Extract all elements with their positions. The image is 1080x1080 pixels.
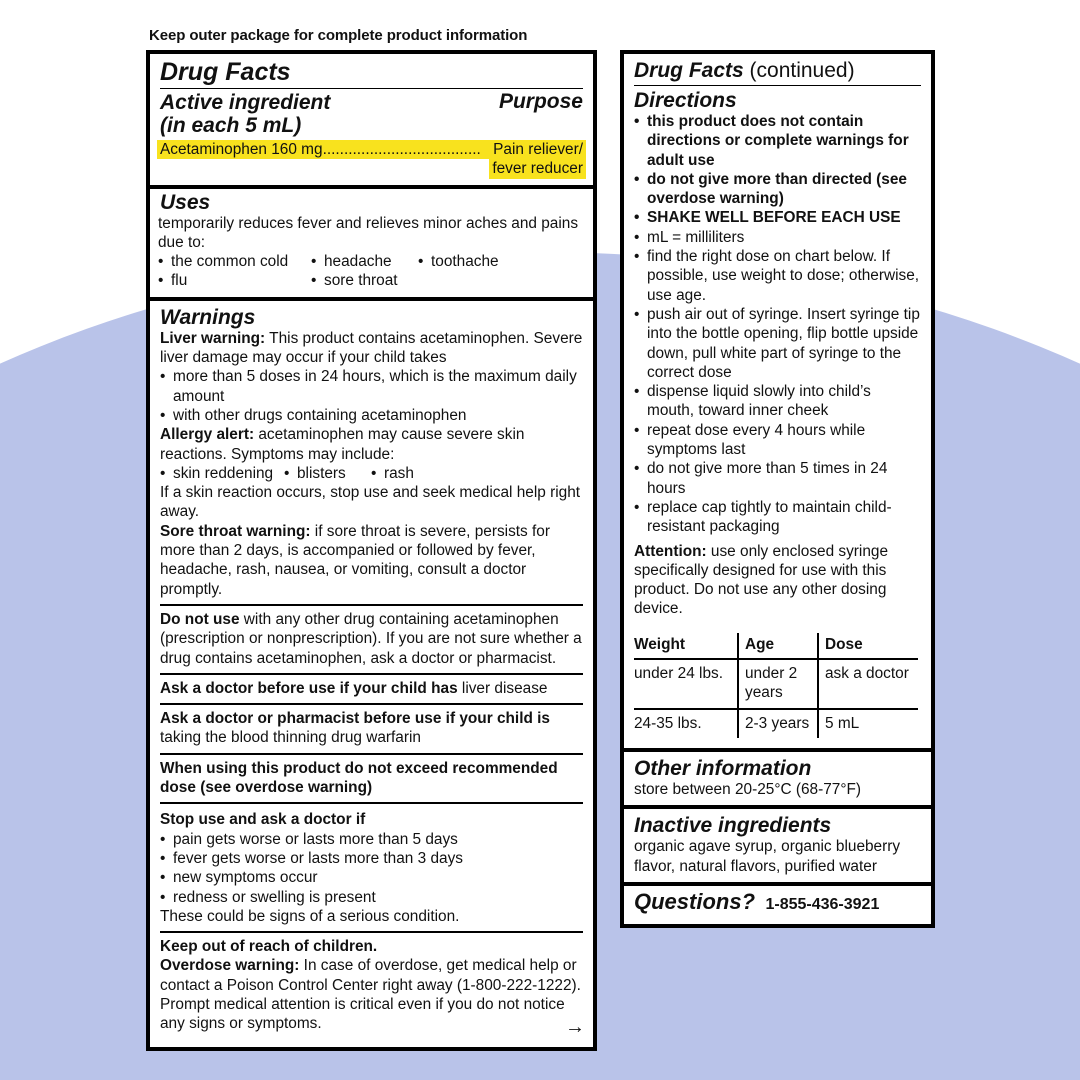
table-cell: under 2 years: [738, 659, 818, 709]
direction-item: • find the right dose on chart below. If possible, use weight to dose; otherwise, use age.: [634, 247, 921, 305]
sore-throat-label: Sore throat warning:: [160, 522, 311, 540]
warnings-section: [150, 301, 593, 1038]
drug-facts-panel: [146, 50, 597, 1051]
sore-throat-text: if sore throat is severe, persists for more than 2 days, is accompanied or followed by fever, headache, rash, nausea, or vomiting, consult a doctor promptly.: [160, 522, 550, 598]
stop-use-item: • new symptoms occur: [160, 868, 583, 887]
table-cell: 24-35 lbs.: [634, 714, 702, 732]
continued-title: Drug Facts: [634, 59, 744, 82]
stop-use-item: • redness or swelling is present: [160, 888, 583, 907]
questions-phone: 1-855-436-3921: [765, 895, 880, 913]
questions-label: Questions?: [634, 888, 756, 914]
drug-facts-title: Drug Facts: [160, 59, 583, 89]
stop-use-heading: Stop use and ask a doctor if: [160, 811, 366, 829]
drug-facts-continued-panel: [620, 50, 935, 928]
use-item: • toothache: [418, 252, 583, 271]
use-item: • sore throat: [311, 271, 418, 290]
other-information-text: store between 20-25°C (68-77°F): [634, 780, 862, 798]
direction-item: • replace cap tightly to maintain child-resistant packaging: [634, 498, 921, 537]
direction-item: • this product does not contain directions or complete warnings for adult use: [634, 112, 921, 170]
liver-warning-item: • more than 5 doses in 24 hours, which is the maximum daily amount: [160, 367, 583, 406]
continue-arrow-icon: →: [565, 1016, 585, 1039]
attention-text: use only enclosed syringe specifically designed for use with this product. Do not use any other dosing device.: [634, 542, 889, 618]
table-cell: 2-3 years: [738, 709, 818, 738]
warnings-heading: Warnings: [160, 305, 256, 329]
direction-item: • SHAKE WELL BEFORE EACH USE: [634, 208, 921, 227]
do-not-use-label: Do not use: [160, 610, 240, 628]
stop-use-footer: These could be signs of a serious condition.: [160, 907, 460, 925]
direction-item: • push air out of syringe. Insert syringe tip into the bottle opening, flip bottle upside down, pull white part of syringe to the correct dose: [634, 305, 921, 382]
direction-item: • do not give more than directed (see overdose warning): [634, 170, 921, 209]
stop-use-item: • fever gets worse or lasts more than 3 days: [160, 849, 583, 868]
allergy-item: • blisters: [284, 464, 371, 483]
active-ingredient-line: Acetaminophen 160 mg.....................................: [160, 141, 481, 158]
table-header-age: Age: [738, 633, 818, 659]
dosing-table: [634, 633, 918, 738]
allergy-alert-label: Allergy alert:: [160, 426, 255, 444]
liver-warning-text: This product contains acetaminophen. Severe liver damage may occur if your child takes: [160, 329, 583, 367]
allergy-item: • skin reddening: [160, 464, 284, 483]
header-note: Keep outer package for complete product information: [149, 27, 528, 44]
overdose-label: Overdose warning:: [160, 957, 300, 975]
purpose-line-1: Pain reliever/: [493, 141, 583, 158]
active-ingredient-heading: Active ingredient (in each 5 mL): [160, 91, 331, 137]
stop-use-item: • pain gets worse or lasts more than 5 days: [160, 830, 583, 849]
table-row: [634, 659, 918, 709]
keep-out-text: Keep out of reach of children.: [160, 938, 378, 956]
uses-text: temporarily reduces fever and relieves minor aches and pains due to:: [158, 214, 579, 251]
liver-warning-label: Liver warning:: [160, 329, 266, 347]
uses-section: [150, 189, 593, 301]
directions-heading: Directions: [634, 89, 737, 112]
ask-pharmacist-label: Ask a doctor or pharmacist before use if your child is: [160, 710, 550, 728]
inactive-ingredients-text: organic agave syrup, organic blueberry flavor, natural flavors, purified water: [634, 838, 901, 875]
questions-section: [624, 886, 931, 918]
ask-pharmacist-text: taking the blood thinning drug warfarin: [160, 729, 421, 747]
when-using-text: When using this product do not exceed recommended dose (see overdose warning): [160, 753, 583, 798]
ask-doctor-label: Ask a doctor before use if your child has: [160, 679, 458, 697]
table-header-dose: Dose: [818, 633, 918, 659]
ask-doctor-text: liver disease: [457, 679, 548, 697]
active-ingredient-section: [150, 54, 593, 189]
use-item: • flu: [158, 271, 311, 290]
inactive-ingredients-section: [624, 809, 931, 886]
purpose-line-2: fever reducer: [489, 159, 586, 178]
skin-reaction-text: If a skin reaction occurs, stop use and seek medical help right away.: [160, 484, 581, 521]
table-cell: under 24 lbs.: [634, 659, 738, 709]
other-information-heading: Other information: [634, 756, 812, 780]
allergy-alert-text: acetaminophen may cause severe skin reactions. Symptoms may include:: [160, 426, 525, 463]
allergy-item: • rash: [371, 464, 583, 483]
table-row: [634, 709, 918, 738]
table-header-weight: Weight: [634, 633, 738, 659]
direction-item: • mL = milliliters: [634, 228, 921, 247]
other-information-section: [624, 752, 931, 809]
direction-item: • dispense liquid slowly into child’s mouth, toward inner cheek: [634, 382, 921, 421]
table-cell: 5 mL: [818, 709, 918, 738]
purpose-heading: Purpose: [498, 90, 583, 113]
overdose-text: In case of overdose, get medical help or contact a Poison Control Center right away (1-800-222-1222). Prompt medical attention is critical even if you do not notice any signs or symptoms.: [160, 957, 581, 1033]
use-item: • headache: [311, 252, 418, 271]
continued-suffix: (continued): [743, 59, 855, 82]
direction-item: • do not give more than 5 times in 24 hours: [634, 459, 921, 498]
do-not-use-text: with any other drug containing acetaminophen (prescription or nonprescription). If you are not sure whether a drug contains acetaminophen, ask a doctor or pharmacist.: [160, 610, 582, 667]
direction-item: • repeat dose every 4 hours while symptoms last: [634, 421, 921, 460]
table-cell: ask a doctor: [818, 659, 918, 709]
use-item: • the common cold: [158, 252, 311, 271]
uses-heading: Uses: [160, 190, 211, 214]
directions-section: [624, 54, 931, 752]
liver-warning-item: • with other drugs containing acetaminophen: [160, 406, 583, 425]
inactive-ingredients-heading: Inactive ingredients: [634, 814, 832, 838]
attention-label: Attention:: [634, 542, 707, 560]
